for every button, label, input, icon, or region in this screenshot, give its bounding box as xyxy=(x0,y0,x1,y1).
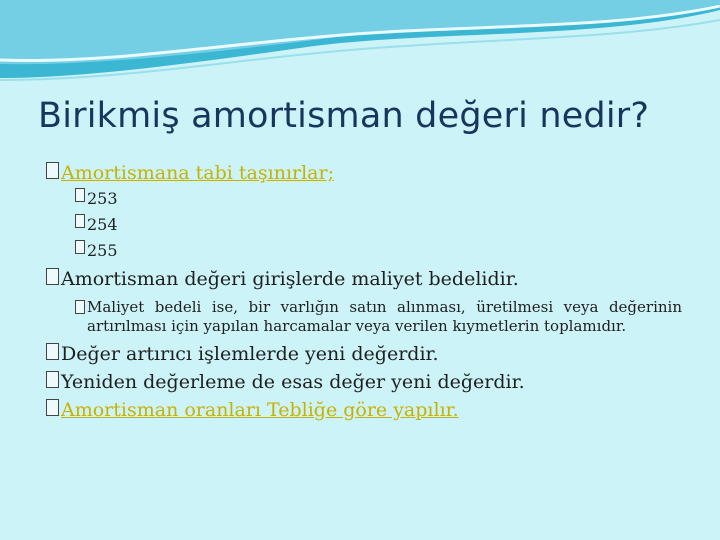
bullet-box-icon xyxy=(75,188,85,202)
bullet-link[interactable]: Amortismana tabi taşınırlar; xyxy=(61,162,334,184)
bullet-box-icon xyxy=(75,300,85,314)
sub-bullet-text: 255 xyxy=(87,241,118,260)
bullet-box-icon xyxy=(46,268,59,285)
bullet-item xyxy=(46,397,686,423)
bullet-text: Yeniden değerleme de esas değer yeni değerdir. xyxy=(61,371,525,393)
header-wave-decoration xyxy=(0,0,720,90)
bullet-item xyxy=(46,369,686,395)
bullet-link[interactable]: Amortisman oranları Tebliğe göre yapılır. xyxy=(61,399,459,421)
bullet-list xyxy=(46,158,686,423)
bullet-text: Değer artırıcı işlemlerde yeni değerdir. xyxy=(61,343,439,365)
bullet-box-icon xyxy=(46,371,59,388)
bullet-box-icon xyxy=(46,162,59,179)
sub-bullet-paragraph: Maliyet bedeli ise, bir varlığın satın alınması, üretilmesi veya değerinin artırılması için yapılan harcamalar veya verilen kıymetlerin toplamıdır. xyxy=(87,298,682,335)
bullet-box-icon xyxy=(46,343,59,360)
sub-bullet-item xyxy=(75,238,686,264)
bullet-text: Amortisman değeri girişlerde maliyet bedelidir. xyxy=(61,268,519,290)
sub-bullet-item xyxy=(75,186,686,212)
bullet-item xyxy=(46,160,686,186)
bullet-box-icon xyxy=(75,240,85,254)
sub-bullet-item xyxy=(75,212,686,238)
slide-title: Birikmiş amortisman değeri nedir? xyxy=(38,96,650,136)
bullet-box-icon xyxy=(46,399,59,416)
bullet-item xyxy=(46,341,686,367)
sub-bullet-item xyxy=(75,298,686,335)
bullet-item xyxy=(46,266,686,292)
sub-bullet-text: 253 xyxy=(87,189,118,208)
sub-bullet-text: 254 xyxy=(87,215,118,234)
bullet-box-icon xyxy=(75,214,85,228)
